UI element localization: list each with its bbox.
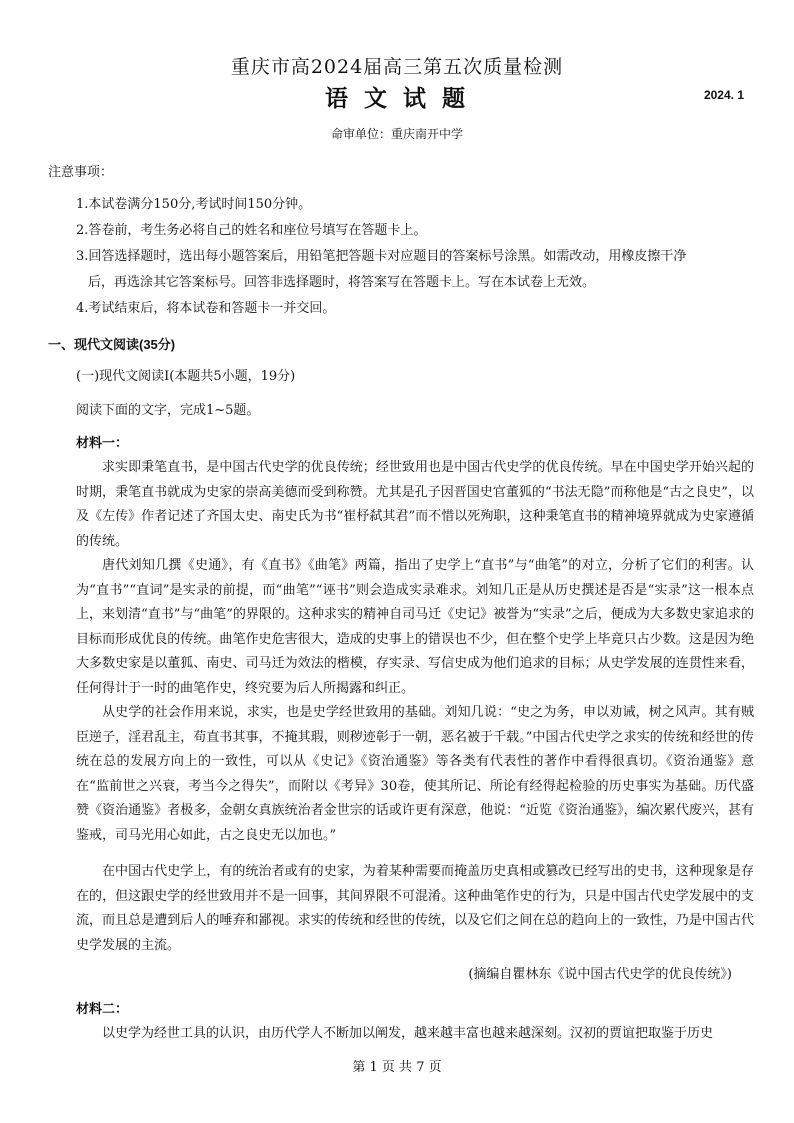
- material-paragraph: 以史学为经世工具的认识，由历代学人不断加以阐发，越来越丰富也越来越深刻。汉初的贾谊把取鉴于历史: [102, 1026, 714, 1041]
- notice-item: 4.考试结束后，将本试卷和答题卡一并交回。: [76, 301, 336, 316]
- notice-item: 1.本试卷满分150分,考试时间150分钟。: [76, 197, 312, 212]
- notice-item: 2.答卷前，考生务必将自己的姓名和座位号填写在答题卡上。: [76, 223, 427, 238]
- material-paragraph: 在中国古代史学上，有的统治者或有的史家，为着某种需要而掩盖历史真相或篡改已经写出的史书，这种现象是存在的，但这跟史学的经世致用并不是一回事，其间界限不可混淆。这种曲笔作史的行为，只是中国古代史学发展中的支流，而且总是遭到后人的唾弃和鄙视。求实的传统和经世的传统，以及它们之间在总的趋向上的一致性，乃是中国古代史学发展的主流。: [76, 864, 754, 953]
- sub-section-heading: (一)现代文阅读Ⅰ(本题共5小题，19分): [76, 369, 296, 384]
- material-paragraph: 唐代刘知几撰《史通》，有《直书》《曲笔》两篇，指出了史学上“直书”与“曲笔”的对立，分析了它们的利害。认为“直书”“直词”是实录的前提，而“曲笔”“诬书”则会造成实录难求。刘知几正是从历史撰述是否是“实录”这一根本点上，来划清“直书”与“曲笔”的界限的。这种求实的精神自司马迁《史记》被誉为“实录”之后，便成为大多数史家追求的目标而形成优良的传统。曲笔作史危害很大，造成的史事上的错误也不少，但在整个史学上毕竟只占少数。这是因为绝大多数史家是以董狐、南史、司马迁为效法的楷模，存实录、写信史成为他们追求的目标；从史学发展的连贯性来看，任何得计于一时的曲笔作史，终究要为后人所揭露和纠正。: [76, 558, 754, 696]
- exam-body: [48, 160, 754, 1047]
- material-paragraph: 从史学的社会作用来说，求实，也是史学经世致用的基础。刘知几说：“史之为务，申以劝诫，树之风声。其有贼臣逆子，淫君乱主，苟直书其事，不掩其瑕，则秽迹彰于一朝，恶名被于千载。”中国古代史学之求实的传统和经世的传统在总的发展方向上的一致性，可以从《史记》《资治通鉴》等各类有代表性的著作中看得很真切。《资治通鉴》意在“监前世之兴衰，考当今之得失”，而附以《考异》30卷，使其所记、所论有经得起检验的历史事实为基础。历代盛赞《资治通鉴》者极多，金朝女真族统治者金世宗的话或许更有深意，他说：“近览《资治通鉴》，编次累代废兴，甚有鉴戒，司马光用心如此，古之良史无以加也。”: [76, 705, 754, 843]
- material-paragraph: 求实即秉笔直书，是中国古代史学的优良传统；经世致用也是中国古代史学的优良传统。早在中国史学开始兴起的时期，秉笔直书就成为史家的崇高美德而受到称赞。尤其是孔子因晋国史官董狐的“书法无隐”而称他是“古之良史”，以及《左传》作者记述了齐国太史、南史氏为书“崔杼弑其君”而不惜以死殉职，这种秉笔直书的精神境界就成为史家遵循的传统。: [76, 460, 754, 549]
- material-two-label: 材料二：: [76, 1001, 129, 1016]
- issuer-line: 命审单位：重庆南开中学: [330, 127, 463, 141]
- material-one-label: 材料一：: [76, 435, 129, 450]
- notice-item: 3.回答选择题时，选出每小题答案后，用铅笔把答题卡对应题目的答案标号涂黑。如需改动，用橡皮擦干净: [76, 249, 687, 264]
- notice-heading: 注意事项：: [48, 165, 114, 180]
- exam-title: 重庆市高2024届高三第五次质量检测: [230, 56, 564, 78]
- reading-instruction: 阅读下面的文字，完成1~5题。: [76, 403, 260, 418]
- subject-title: 语 文 试 题: [324, 85, 470, 112]
- notice-item-continuation: 后，再选涂其它答案标号。回答非选择题时，将答案写在答题卡上。写在本试卷上无效。: [88, 275, 596, 290]
- page-footer: 第 1 页 共 7 页: [352, 1060, 442, 1075]
- exam-date: 2024. 1: [703, 88, 744, 102]
- material-source: (摘编自瞿林东《说中国古代史学的优良传统》): [468, 967, 732, 982]
- section-heading: 一、现代文阅读(35分): [48, 337, 176, 352]
